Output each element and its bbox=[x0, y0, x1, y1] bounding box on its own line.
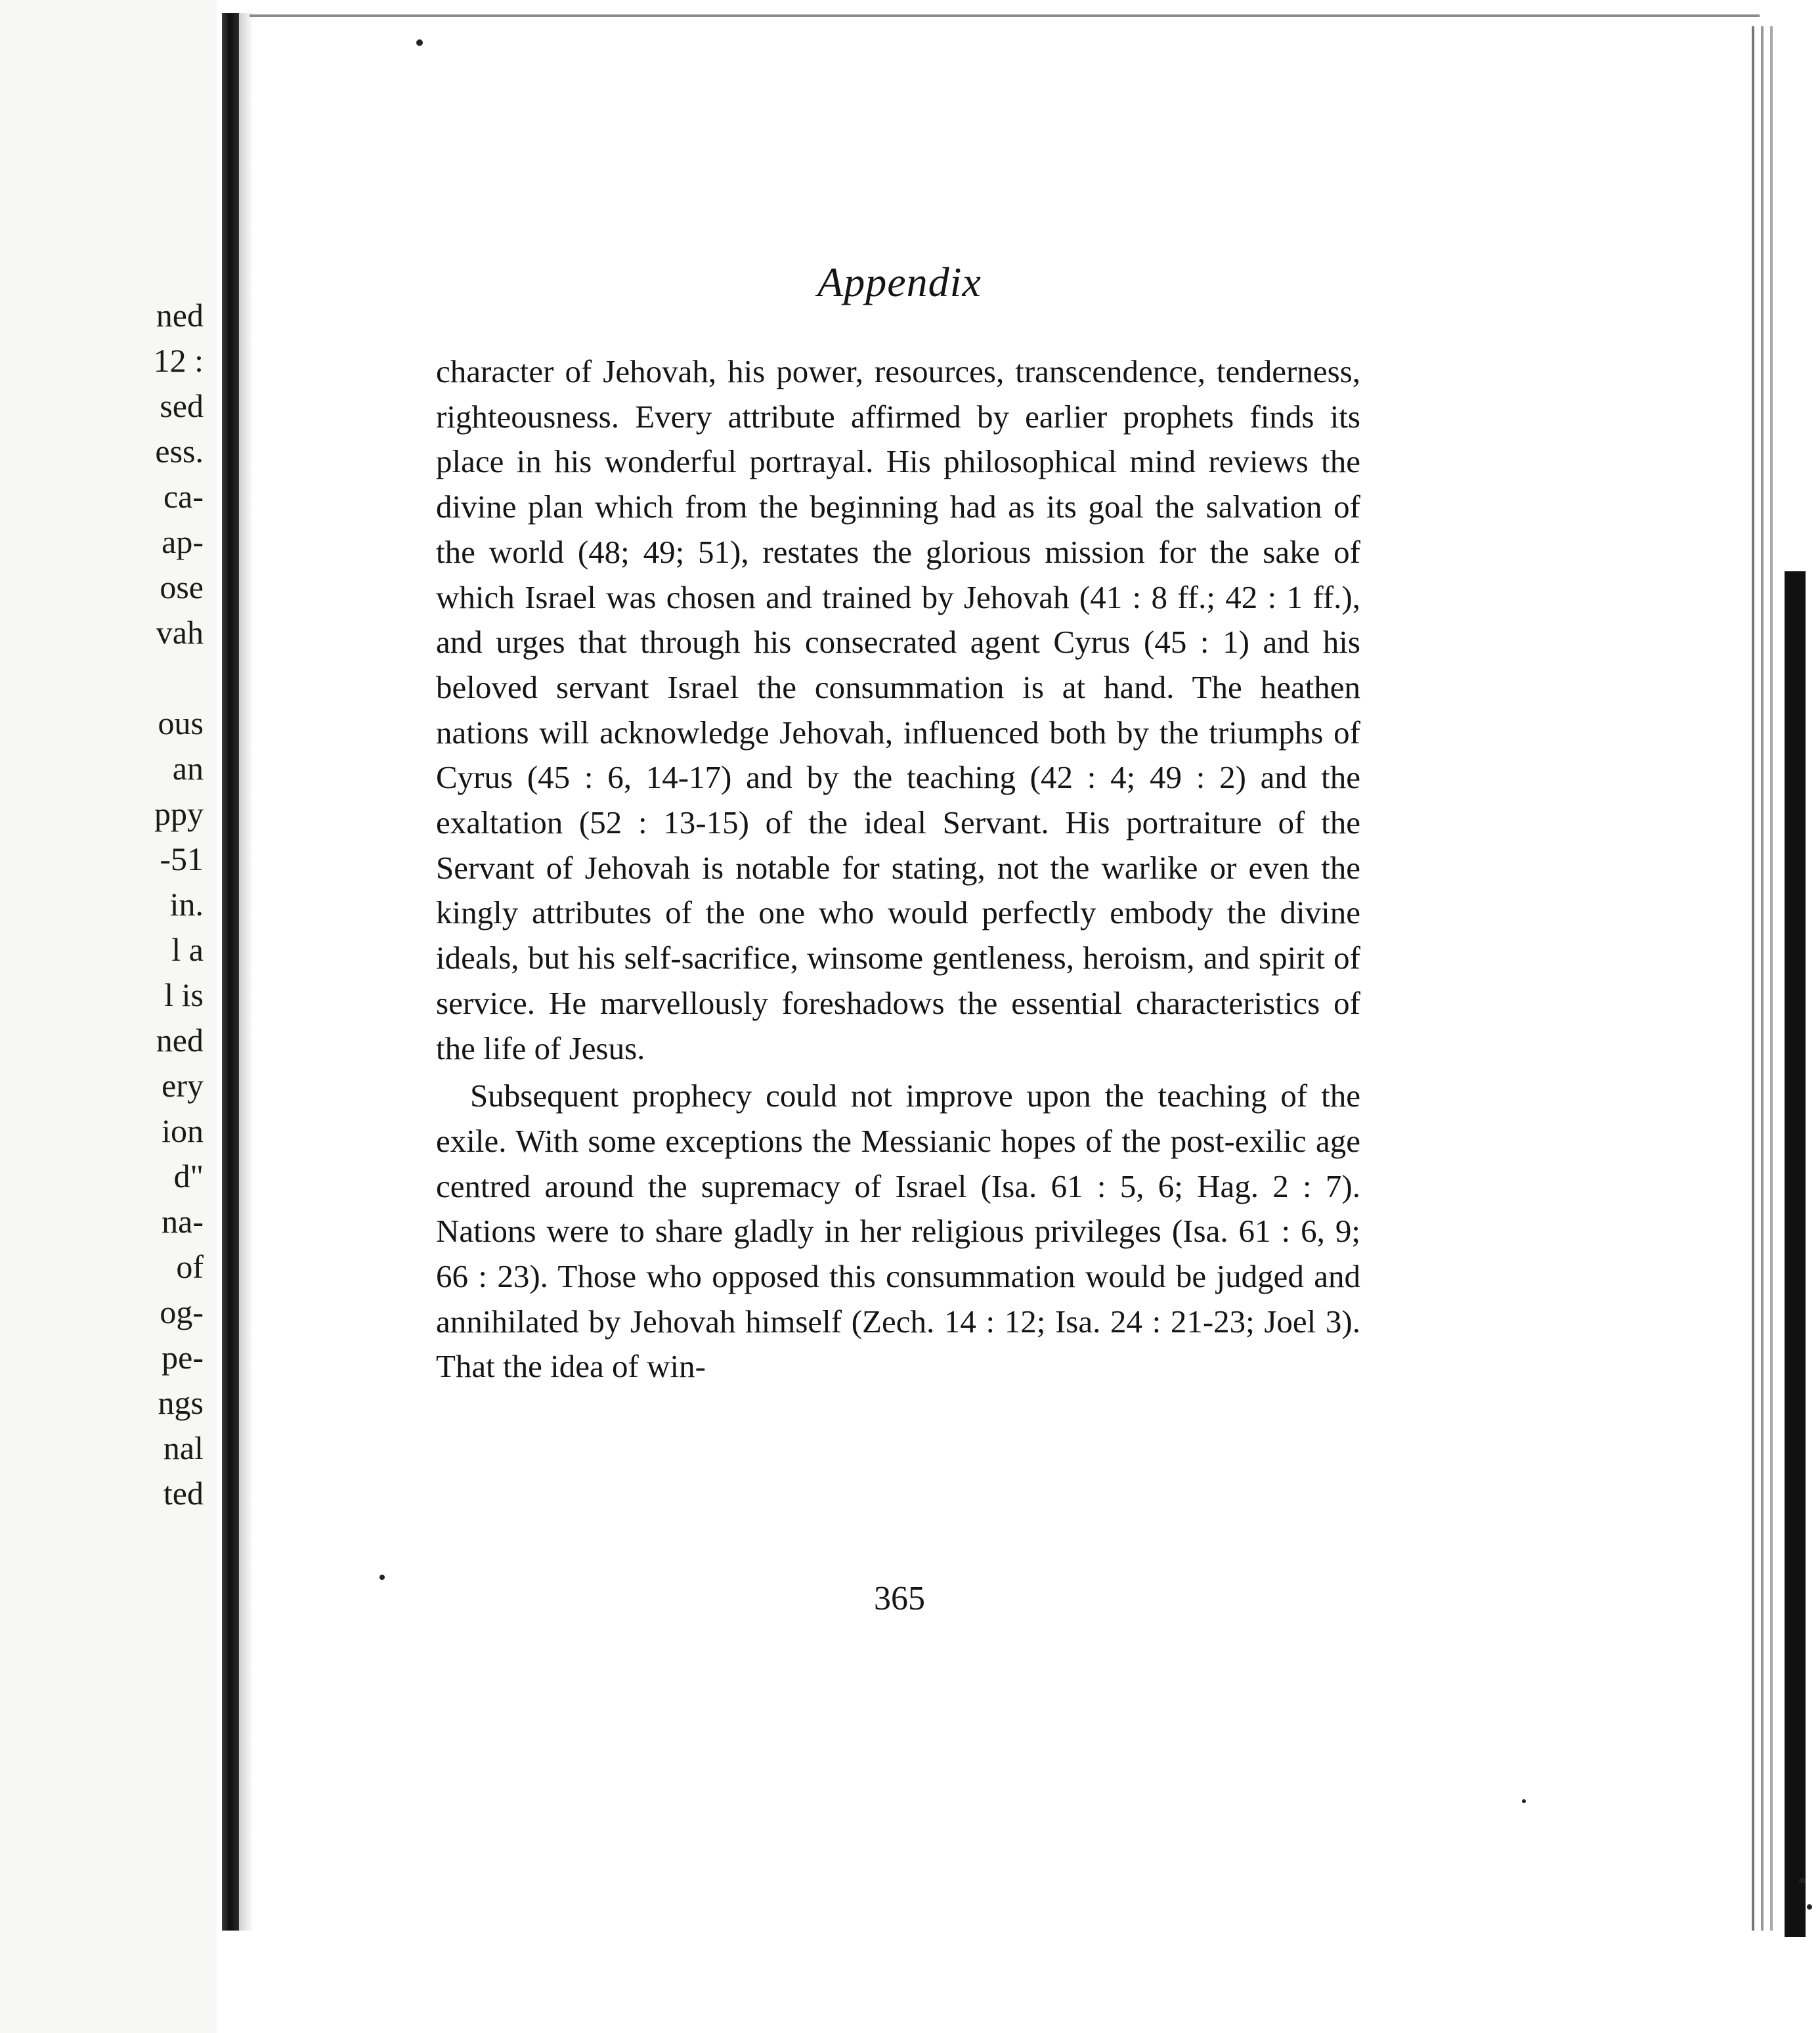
left-page-line bbox=[72, 655, 204, 701]
left-page-line: ned bbox=[156, 297, 204, 334]
left-page-line: na- bbox=[162, 1203, 204, 1240]
left-page-line: ngs bbox=[158, 1384, 204, 1421]
running-head: Appendix bbox=[817, 259, 982, 305]
left-page-line: -51 bbox=[160, 841, 204, 877]
left-page-line: ess. bbox=[155, 433, 204, 470]
left-page-line: pe- bbox=[162, 1339, 204, 1376]
left-page-line: ous bbox=[158, 705, 204, 741]
scan-speck bbox=[416, 39, 423, 46]
scan-speck bbox=[1807, 1904, 1812, 1910]
body-text bbox=[436, 349, 1360, 1389]
left-page-line: ted bbox=[163, 1475, 204, 1512]
left-page-line: ppy bbox=[154, 795, 204, 832]
left-page-text-fragments bbox=[72, 293, 204, 1516]
left-page-line: d" bbox=[173, 1158, 204, 1194]
left-page-line: ned bbox=[156, 1022, 204, 1059]
page-number: 365 bbox=[874, 1580, 925, 1617]
gutter-shadow bbox=[239, 13, 253, 1931]
scan-speck bbox=[379, 1575, 385, 1580]
left-page-line: sed bbox=[160, 387, 204, 424]
scan-speck bbox=[1799, 1878, 1806, 1883]
left-page-line: ery bbox=[162, 1067, 204, 1104]
book-gutter bbox=[222, 13, 239, 1931]
left-page-edge bbox=[0, 0, 217, 2033]
left-page-line: nal bbox=[163, 1430, 204, 1466]
paragraph: Subsequent prophecy could not improve upon the teaching of the exile. With some exceptions the Messianic hopes of the post-exilic age centred around the supremacy of Israel (Isa. 61 : 5, 6; Hag. 2 : 7). Nations were to share gladly in her religious privileges (Isa. 61 : 6, 9; 66 : 23). Those who opposed this consummation would be judged and annihilated by Jehovah himself (Zech. 14 : 12; Isa. 24 : 21-23; Joel 3). That the idea of win- bbox=[436, 1078, 1360, 1385]
left-page-line: ose bbox=[160, 569, 204, 605]
left-page-line: l a bbox=[171, 931, 204, 968]
left-page-line: l is bbox=[164, 976, 204, 1013]
left-page-line: 12 : bbox=[153, 342, 204, 379]
paragraph: character of Jehovah, his power, resources, transcendence, tenderness, righteousness. Every attribute affirmed by earlier prophets finds its place in his wonderful portrayal. His philosophical mind reviews the divine plan which from the beginning had as its goal the salvation of the world (48; 49; 51), restates the glorious mission for the sake of which Israel was chosen and trained by Jehovah (41 : 8 ff.; 42 : 1 ff.), and urges that through his consecrated agent Cyrus (45 : 1) and his beloved servant Israel the consummation is at hand. The heathen nations will acknowledge Jehovah, influenced both by the triumphs of Cyrus (45 : 6, 14-17) and by the teaching (42 : 4; 49 : 2) and the exaltation (52 : 13-15) of the ideal Servant. His portraiture of the Servant of Jehovah is notable for stating, not the warlike or even the kingly attributes of the one who would perfectly embody the divine ideals, but his self-sacrifice, winsome gentleness, heroism, and spirit of service. He marvellously foreshadows the essential characteristics of the life of Jesus. bbox=[436, 353, 1360, 1066]
background-edge bbox=[1785, 571, 1806, 1937]
left-page-line: an bbox=[172, 750, 204, 787]
scan-speck bbox=[1522, 1799, 1526, 1803]
left-page-line: og- bbox=[160, 1294, 204, 1330]
left-page-line: ca- bbox=[163, 478, 204, 515]
page-top-edge bbox=[249, 14, 1760, 17]
left-page-line: vah bbox=[156, 614, 204, 651]
left-page-line: ion bbox=[162, 1112, 204, 1149]
left-page-line: ap- bbox=[162, 523, 204, 560]
left-page-line: of bbox=[176, 1248, 204, 1285]
left-page-line: in. bbox=[169, 886, 204, 923]
